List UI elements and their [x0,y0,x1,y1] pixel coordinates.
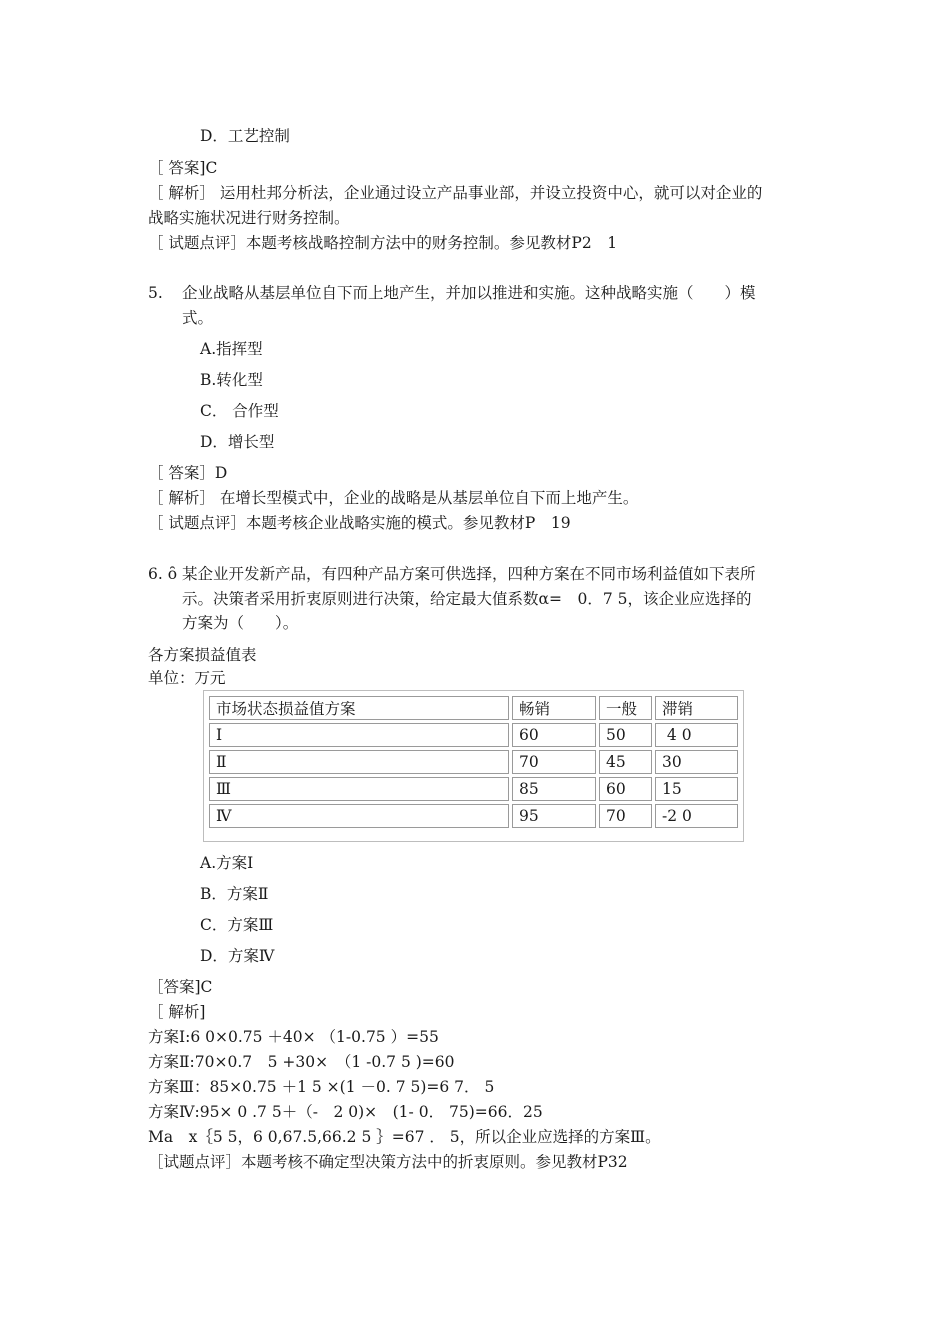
q4-analysis-line2: 战略实施状况进行财务控制。 [148,209,350,227]
table-cell: 50 [599,723,652,747]
table-cell: 15 [655,777,738,801]
table-cell: 45 [599,750,652,774]
q6-option-c: C．方案Ⅲ [200,916,274,934]
q5-analysis: ［ 解析］ 在增长型模式中，企业的战略是从基层单位自下而上地产生。 [148,489,639,507]
q6-calc-line5: Ma x｛5 5，6 0,67.5,66.2 5 ｝=67 ． 5，所以企业应选择的方案Ⅲ。 [148,1128,661,1146]
q6-number: 6. ȏ [148,565,178,583]
q5-option-c: C． 合作型 [200,402,279,420]
q6-calc-line4: 方案Ⅳ:95× 0 .7 5＋（- 2 0)× (1- 0． 75)=66．25 [148,1103,543,1121]
q4-answer: ［ 答案]C [148,159,218,177]
table-row [209,804,738,828]
table-row [209,777,738,801]
q6-stem-line2: 示。决策者采用折衷原则进行决策，给定最大值系数α= 0．7 5，该企业应选择的 [182,590,752,608]
q6-stem-line1: 某企业开发新产品，有四种产品方案可供选择，四种方案在不同市场利益值如下表所 [182,565,756,583]
table-cell: 60 [512,723,596,747]
table-cell: 70 [512,750,596,774]
table-header-row [209,696,738,720]
q5-stem-line1: 企业战略从基层单位自下而上地产生，并加以推进和实施。这种战略实施（ ）模 [182,284,756,302]
table-cell: 60 [599,777,652,801]
q5-option-b: B.转化型 [200,371,263,389]
q5-comment: ［ 试题点评］本题考核企业战略实施的模式。参见教材P 19 [148,514,571,532]
q5-stem-line2: 式。 [182,309,214,327]
q6-analysis-label: ［ 解析] [148,1003,206,1021]
q5-number: 5. [148,284,163,302]
table-header-cell: 滞销 [655,696,738,720]
q6-answer: ［答案]C [148,978,213,996]
table-cell: 70 [599,804,652,828]
table-header-cell: 市场状态损益值方案 [209,696,509,720]
table-header-cell: 一般 [599,696,652,720]
table-header-cell: 畅销 [512,696,596,720]
table-cell: -2 0 [655,804,738,828]
q6-comment: ［试题点评］本题考核不确定型决策方法中的折衷原则。参见教材P32 [148,1153,628,1171]
table-cell: Ⅲ [209,777,509,801]
q4-comment: ［ 试题点评］本题考核战略控制方法中的财务控制。参见教材P2 1 [148,234,618,252]
q4-option-d: D．工艺控制 [200,127,290,145]
q6-option-d: D．方案Ⅳ [200,947,275,965]
payoff-table [203,690,744,842]
table-cell: Ⅳ [209,804,509,828]
q6-stem-line3: 方案为（ ）。 [182,614,299,632]
table-cell: Ⅱ [209,750,509,774]
q5-option-a: A.指挥型 [200,340,263,358]
table-cell: 85 [512,777,596,801]
table-cell: 4 0 [655,723,738,747]
q6-option-b: B．方案Ⅱ [200,885,269,903]
table-row [209,750,738,774]
table-unit: 单位：万元 [148,669,226,687]
q5-answer: ［ 答案］D [148,464,228,482]
q6-option-a: A.方案Ⅰ [200,854,254,872]
table-title: 各方案损益值表 [148,646,257,664]
q6-calc-line2: 方案Ⅱ:70×0.7 5 +30× （1 -0.7 5 )=60 [148,1053,455,1071]
table-cell: 30 [655,750,738,774]
table-cell: Ⅰ [209,723,509,747]
q5-option-d: D．增长型 [200,433,275,451]
q6-calc-line3: 方案Ⅲ：85×0.75 ＋1 5 ×(1 －0. 7 5)=6 7． 5 [148,1078,495,1096]
table-cell: 95 [512,804,596,828]
table-row [209,723,738,747]
q6-calc-line1: 方案Ⅰ:6 0×0.75 ＋40× （1-0.75 ）=55 [148,1028,439,1046]
q4-analysis-line1: ［ 解析］ 运用杜邦分析法，企业通过设立产品事业部，并设立投资中心，就可以对企业的 [148,184,763,202]
